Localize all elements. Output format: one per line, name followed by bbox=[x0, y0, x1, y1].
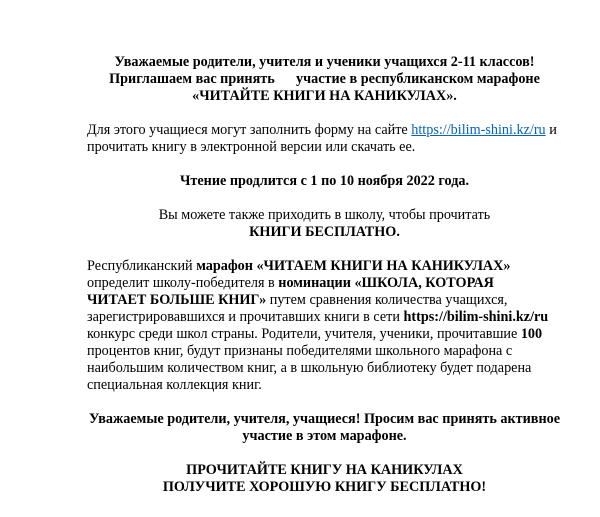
intro-paragraph: Для этого учащиеся могут заполнить форму на сайте https://bilim-shini.kz/ru и прочитать книгу в электронной версии или скачать ее. bbox=[87, 122, 557, 155]
bilim-shini-url-bold: https://bilim-shini.kz/ru bbox=[403, 309, 549, 325]
header-block bbox=[87, 54, 562, 105]
closing-paragraph: ПРОЧИТАЙТЕ КНИГУ НА КАНИКУЛАХ ПОЛУЧИТЕ ХОРОШУЮ КНИГУ БЕСПЛАТНО! bbox=[162, 462, 487, 495]
header-marathon-title: «ЧИТАЙТЕ КНИГИ НА КАНИКУЛАХ». bbox=[192, 88, 457, 104]
marathon-paragraph: Республиканский марафон «ЧИТАЕМ КНИГИ НА КАНИКУЛАХ» определит школу-победителя в номинации «ШКОЛА, КОТОРАЯ ЧИТАЕТ БОЛЬШЕ КНИГ» путем сравнения количества учащихся, зарегистрировавшихся и прочитавших книги в сети https://bilim-shini.kz/ru конкурс среди школ страны. Родители, учителя, ученики, прочитавшие 100 процентов книг, будут признаны победителями школьного марафона с наибольшим количеством книг, а в школьную библиотеку будет подарена специальная коллекция книг. bbox=[87, 258, 549, 393]
document-body bbox=[87, 54, 562, 496]
school-paragraph: Вы можете также приходить в школу, чтобы прочитать КНИГИ БЕСПЛАТНО. bbox=[158, 207, 491, 240]
appeal-paragraph: Уважаемые родители, учителя, учащиеся! Просим вас принять активное участие в этом марафоне. bbox=[88, 411, 561, 444]
header-invitation: Приглашаем вас принять участие в республиканском марафоне bbox=[109, 71, 540, 87]
dates-paragraph: Чтение продлится с 1 по 10 ноября 2022 года. bbox=[179, 173, 470, 189]
header-greeting: Уважаемые родители, учителя и ученики учащихся 2-11 классов! bbox=[114, 54, 535, 70]
bilim-shini-link[interactable]: https://bilim-shini.kz/ru bbox=[411, 122, 546, 138]
